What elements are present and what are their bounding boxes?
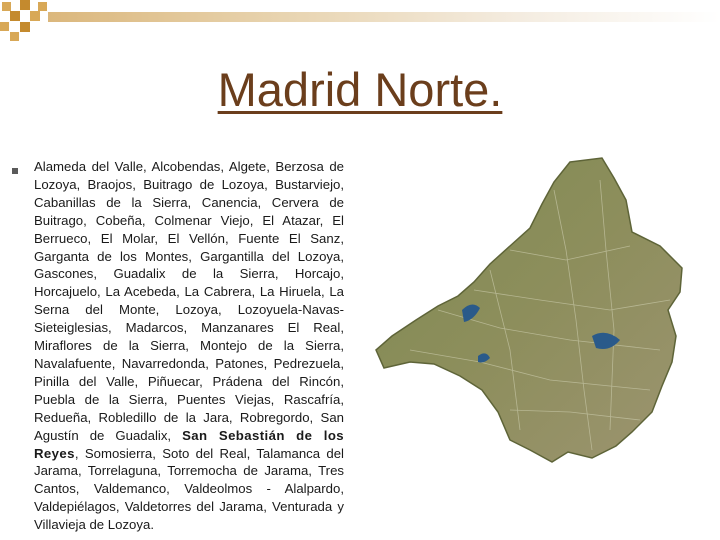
decor-square	[38, 2, 47, 11]
decor-square	[0, 22, 9, 31]
decor-square	[2, 2, 11, 11]
header-gradient-bar	[48, 12, 720, 22]
bullet-marker	[12, 168, 18, 174]
decorative-header	[0, 0, 720, 50]
emphasized-municipality: San Sebastián de los Reyes	[34, 427, 345, 461]
municipalities-text-end: , Somosierra, Soto del Real, Talamanca del Jarama, Torrelaguna, Torremocha de Jarama, Tres Cantos, Valdemanco, Valdeolmos - Alalpardo, Valdepiélagos, Valdetorres del Jarama, Venturada y Villavieja de Lozoya.	[34, 445, 344, 533]
madrid-norte-map	[370, 150, 720, 530]
region-shape	[376, 158, 682, 462]
decor-square	[10, 32, 19, 41]
municipalities-list	[34, 158, 344, 534]
decor-square	[30, 11, 40, 21]
municipalities-text: Alameda del Valle, Alcobendas, Algete, Berzosa de Lozoya, Braojos, Buitrago de Lozoya, Bustarviejo, Cabanillas de la Sierra, Canencia, Cervera de Buitrago, Cobeña, Colmenar Viejo, El Atazar, El Berrueco, El Molar, El Vellón, Fuente El Sanz, Garganta de los Montes, Gargantilla del Lozoya, Gascones, Guadalix de la Sierra, Horcajo, Horcajuelo, La Acebeda, La Cabrera, La Hiruela, La Serna del Monte, Lozoya, Lozoyuela-Navas-Sieteiglesias, Madarcos, Manzanares El Real, Miraflores de la Sierra, Montejo de la Sierra, Navalafuente, Navarredonda, Patones, Pedrezuela, Pinilla del Valle, Piñuecar, Prádena del Rincón, Puebla de la Sierra, Puentes Viejas, Rascafría, Redueña, Robledillo de la Jara, Robregordo, San Agustín de Guadalix,	[34, 159, 344, 443]
decor-square	[20, 22, 30, 32]
slide-title: Madrid Norte.	[217, 63, 503, 116]
decor-square	[10, 11, 20, 21]
decor-square	[20, 0, 30, 10]
